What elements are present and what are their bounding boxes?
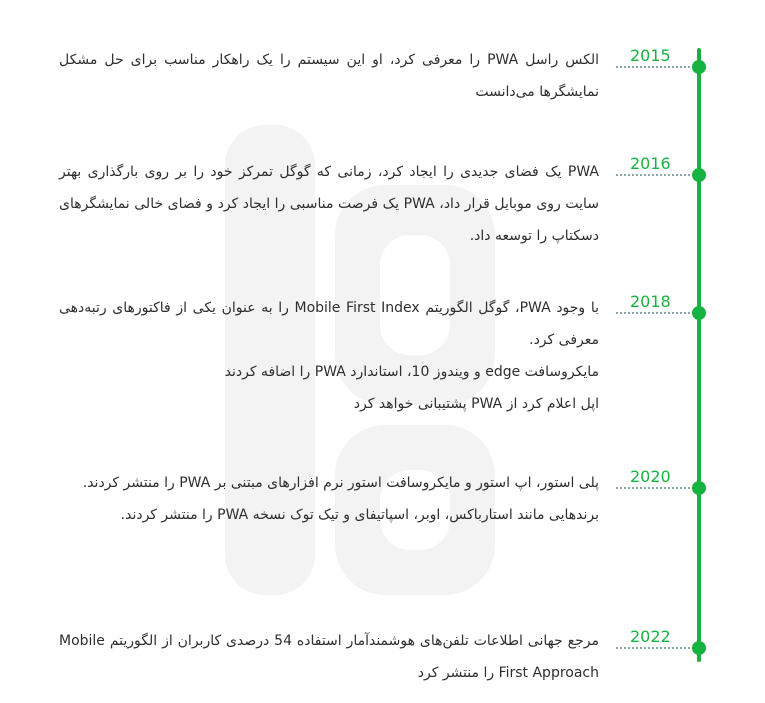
entry-text [59,156,599,252]
dotted-connector [616,66,694,68]
timeline-line [697,48,701,662]
entry-paragraph: اپل اعلام کرد از PWA پشتیبانی خواهد کرد [353,396,599,412]
dotted-connector [616,647,694,649]
entry-text [59,292,599,420]
entry-paragraph: مرجع جهانی اطلاعات تلفن‌های هوشمندآمار استفاده 54 درصدی کاربران از الگوریتم Mobile First Approach را منتشر کرد [59,633,599,681]
entry-paragraph: PWA یک فضای جدیدی را ایجاد کرد، زمانی که گوگل تمرکز خود را بر روی بارگذاری بهتر سایت روی موبایل قرار داد، PWA یک فرصت مناسبی را ایجاد کرد و فضای خالی نمایشگرهای دسکتاپ را توسعه داد. [59,164,599,244]
dotted-connector [616,487,694,489]
dotted-connector [616,174,694,176]
timeline-node [692,168,706,182]
year-label: 2016 [630,154,671,173]
year-label: 2015 [630,46,671,65]
timeline-node [692,641,706,655]
entry-text [59,625,599,689]
entry-paragraph: الکس راسل PWA را معرفی کرد، او این سیستم را یک راهکار مناسب برای حل مشکل نمایشگرها می‌دانست [59,52,599,100]
entry-paragraph: پلی استور، اپ استور و مایکروسافت استور نرم افزارهای مبتنی بر PWA را منتشر کردند. [82,475,599,491]
dotted-connector [616,312,694,314]
year-label: 2022 [630,627,671,646]
entry-paragraph: برندهایی مانند استارباکس، اوبر، اسپاتیفای و تیک توک نسخه PWA را منتشر کردند. [120,507,599,523]
entry-text [59,44,599,108]
year-label: 2020 [630,467,671,486]
entry-paragraph: مایکروسافت edge و ویندوز 10، استاندارد PWA را اضافه کردند [224,364,599,380]
entry-text [59,467,599,531]
timeline-node [692,306,706,320]
year-label: 2018 [630,292,671,311]
timeline-node [692,481,706,495]
timeline-node [692,60,706,74]
entry-paragraph: با وجود PWA، گوگل الگوریتم Mobile First Index را به عنوان یکی از فاکتورهای رتبه‌دهی معرفی کرد. [59,300,599,348]
